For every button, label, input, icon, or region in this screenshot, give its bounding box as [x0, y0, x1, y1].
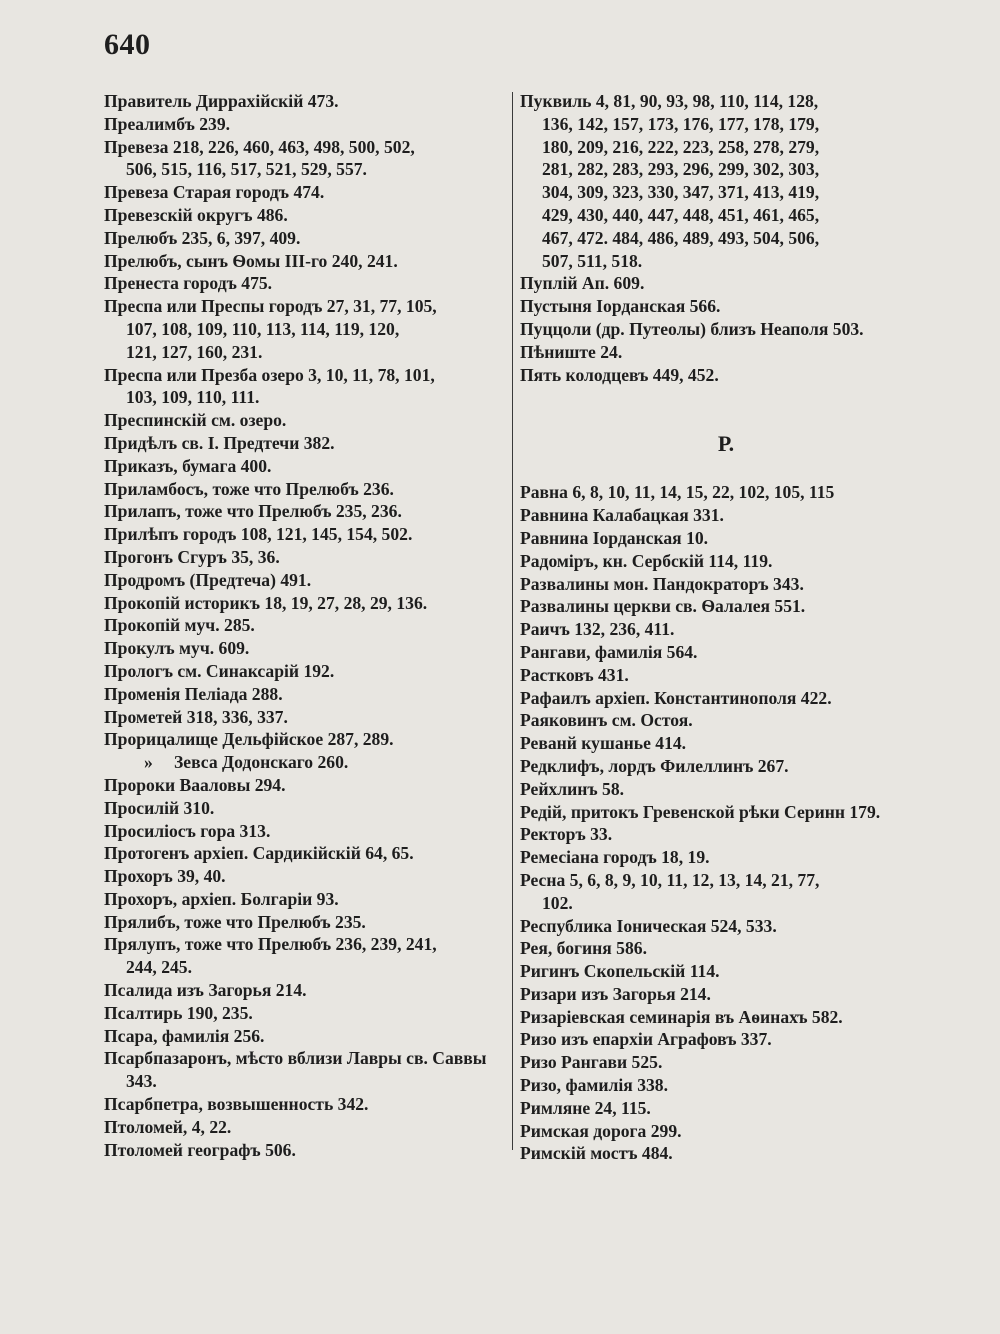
index-entry	[104, 1025, 508, 1048]
entry-text: Преалимбъ 239.	[104, 113, 231, 134]
index-entry	[104, 774, 508, 797]
index-entry	[104, 683, 508, 706]
column-divider	[512, 92, 513, 1150]
entry-text: Равна 6, 8, 10, 11, 14, 15, 22, 102, 105, 115	[520, 482, 835, 503]
entry-text: Развалины мон. Пандократоръ 343.	[520, 573, 804, 594]
entry-text: Ресна 5, 6, 8, 9, 10, 11, 12, 13, 14, 21, 77,	[520, 869, 820, 890]
index-entry	[104, 797, 508, 820]
entry-continuation: 102.	[542, 892, 573, 913]
entry-text: Псара, фамилія 256.	[104, 1025, 265, 1046]
entry-continuation: 507, 511, 518.	[542, 250, 643, 271]
index-entry	[520, 504, 932, 527]
index-entry	[520, 869, 932, 915]
entry-text: Редій, притокъ Гревенской рѣки Серинн 179.	[520, 801, 881, 822]
index-entry	[520, 732, 932, 755]
entry-text: Прохоръ 39, 40.	[104, 866, 226, 887]
index-entry	[520, 1051, 932, 1074]
index-entry	[104, 637, 508, 660]
entry-text: Прокулъ муч. 609.	[104, 638, 250, 659]
index-column-right	[520, 90, 932, 1165]
index-entry	[104, 204, 508, 227]
entry-text: Просилій 310.	[104, 797, 215, 818]
index-entry	[104, 569, 508, 592]
index-entry	[104, 478, 508, 501]
index-entry	[104, 706, 508, 729]
entry-text: Ризо Рангави 525.	[520, 1052, 663, 1073]
index-entry	[104, 455, 508, 478]
entry-text: Римскій мостъ 484.	[520, 1143, 673, 1164]
entry-text: Протогенъ архіеп. Сардикійскій 64, 65.	[104, 843, 414, 864]
index-entry	[104, 409, 508, 432]
index-entry	[104, 820, 508, 843]
entry-text: Прялупъ, тоже что Прелюбъ 236, 239, 241,	[104, 934, 437, 955]
index-entry	[520, 778, 932, 801]
entry-text: Прохоръ, архіеп. Болгаріи 93.	[104, 888, 339, 909]
index-entry	[104, 728, 508, 751]
entry-text: Прогонъ Сгуръ 35, 36.	[104, 546, 280, 567]
index-entry	[104, 250, 508, 273]
index-entry	[520, 1142, 932, 1165]
index-entry	[104, 1116, 508, 1139]
index-entry	[104, 888, 508, 911]
index-entry	[520, 527, 932, 550]
index-entry	[520, 295, 932, 318]
index-entry	[104, 364, 508, 410]
index-entry	[520, 709, 932, 732]
entry-continuation: 343.	[126, 1071, 157, 1092]
entry-continuation: 180, 209, 216, 222, 223, 258, 278, 279,	[542, 136, 820, 157]
entry-text: Республика Іоническая 524, 533.	[520, 915, 777, 936]
entry-text: Пренеста городъ 475.	[104, 273, 273, 294]
entry-text: Рея, богиня 586.	[520, 938, 647, 959]
page-number: 640	[104, 28, 151, 61]
index-entry	[104, 1047, 508, 1093]
index-entry	[104, 865, 508, 888]
index-entry	[520, 915, 932, 938]
index-entry	[104, 181, 508, 204]
index-entry	[520, 318, 932, 341]
entry-text: Пуццоли (др. Путеолы) близъ Неаполя 503.	[520, 318, 864, 339]
index-entry	[104, 933, 508, 979]
index-entry	[104, 113, 508, 136]
entry-text: Развалины церкви св. Ѳалалея 551.	[520, 596, 806, 617]
entry-text: Птоломей, 4, 22.	[104, 1116, 232, 1137]
entry-text: Прометей 318, 336, 337.	[104, 706, 288, 727]
entry-text: Придѣлъ св. І. Предтечи 382.	[104, 432, 335, 453]
entry-text: Псарбпазаронъ, мѣсто вблизи Лавры св. Саввы	[104, 1048, 487, 1069]
index-entry	[104, 911, 508, 934]
entry-text: Приламбосъ, тоже что Прелюбъ 236.	[104, 478, 394, 499]
entry-text: Рафаилъ архіеп. Константинополя 422.	[520, 687, 832, 708]
entry-text: Превеза Старая городъ 474.	[104, 182, 325, 203]
index-entry	[520, 755, 932, 778]
entry-text: Преспинскій см. озеро.	[104, 410, 287, 431]
index-entry	[520, 595, 932, 618]
index-entry	[520, 687, 932, 710]
entry-text: Равнина Калабацкая 331.	[520, 505, 724, 526]
index-entry	[104, 523, 508, 546]
entry-continuation: 467, 472. 484, 486, 489, 493, 504, 506,	[542, 227, 820, 248]
index-entry	[104, 660, 508, 683]
index-entry	[520, 573, 932, 596]
entry-text: Раяковинъ см. Остоя.	[520, 710, 693, 731]
entry-text: Ризо, фамилія 338.	[520, 1075, 669, 1096]
entry-text: Реванй кушанье 414.	[520, 733, 687, 754]
index-entry	[104, 136, 508, 182]
entry-text: Прилапъ, тоже что Прелюбъ 235, 236.	[104, 501, 402, 522]
entry-text: Ремесіана городъ 18, 19.	[520, 847, 710, 868]
index-entry	[104, 1093, 508, 1116]
index-entry	[520, 481, 932, 504]
entry-continuation: 281, 282, 283, 293, 296, 299, 302, 303,	[542, 159, 820, 180]
index-entry	[104, 842, 508, 865]
entry-text: Ризо изъ епархіи Аграфовъ 337.	[520, 1029, 772, 1050]
entry-continuation: 121, 127, 160, 231.	[126, 341, 263, 362]
entry-text: Раичъ 132, 236, 411.	[520, 619, 675, 640]
index-entry	[520, 1074, 932, 1097]
entry-text: Птоломей географъ 506.	[104, 1139, 296, 1160]
entry-text: Пустыня Іорданская 566.	[520, 296, 721, 317]
entry-text: Прокопій муч. 285.	[104, 615, 255, 636]
index-entry	[520, 846, 932, 869]
entry-text: Приказъ, бумага 400.	[104, 455, 272, 476]
entry-text: Псалида изъ Загорья 214.	[104, 980, 307, 1001]
entry-text: Растковъ 431.	[520, 664, 629, 685]
index-entry	[104, 614, 508, 637]
index-entry	[104, 227, 508, 250]
index-entry	[104, 751, 508, 774]
index-entry	[520, 801, 932, 824]
index-entry	[104, 432, 508, 455]
entry-text: Прилѣпъ городъ 108, 121, 145, 154, 502.	[104, 524, 413, 545]
index-entry	[520, 937, 932, 960]
entry-text: Прокопій историкъ 18, 19, 27, 28, 29, 136.	[104, 592, 428, 613]
entry-text: Ризари изъ Загорья 214.	[520, 983, 711, 1004]
index-entry	[104, 592, 508, 615]
index-entry	[520, 960, 932, 983]
index-entry	[520, 664, 932, 687]
entry-text: Пуплій Ап. 609.	[520, 273, 645, 294]
section-letter-heading: Р.	[717, 431, 735, 457]
entry-text: Прялибъ, тоже что Прелюбъ 235.	[104, 911, 366, 932]
index-entry	[520, 1006, 932, 1029]
entry-continuation: 244, 245.	[126, 957, 192, 978]
index-entry	[520, 983, 932, 1006]
entry-continuation: 107, 108, 109, 110, 113, 114, 119, 120,	[126, 318, 400, 339]
ditto-mark: »	[144, 752, 153, 773]
index-entry	[104, 1002, 508, 1025]
index-entry	[104, 1139, 508, 1162]
entry-text: Пѣниште 24.	[520, 341, 623, 362]
entry-text: Пуквиль 4, 81, 90, 93, 98, 110, 114, 128,	[520, 91, 819, 111]
index-entry	[520, 641, 932, 664]
entry-continuation: 103, 109, 110, 111.	[126, 387, 260, 408]
index-entry	[520, 341, 932, 364]
entry-text: Прорицалище Дельфійское 287, 289.	[104, 729, 394, 750]
entry-text: Псалтирь 190, 235.	[104, 1002, 253, 1023]
entry-continuation: 304, 309, 323, 330, 347, 371, 413, 419,	[542, 182, 820, 203]
index-entry	[520, 550, 932, 573]
entry-text: Римляне 24, 115.	[520, 1097, 651, 1118]
entry-text: Преспа или Преспы городъ 27, 31, 77, 105,	[104, 296, 437, 317]
entry-text: Променія Пеліада 288.	[104, 683, 283, 704]
entry-text: Равнина Іорданская 10.	[520, 527, 709, 548]
index-group-r	[520, 481, 932, 1165]
index-entry	[520, 364, 932, 387]
index-entry	[104, 272, 508, 295]
entry-text: Ризаріевская семинарія въ Аѳинахъ 582.	[520, 1006, 843, 1027]
entry-text: Рейхлинъ 58.	[520, 778, 625, 799]
index-entry	[520, 618, 932, 641]
index-group-p-continued	[520, 90, 932, 386]
index-entry	[104, 500, 508, 523]
entry-text: Превезскій округъ 486.	[104, 204, 288, 225]
entry-text: Преспа или Презба озеро 3, 10, 11, 78, 101,	[104, 364, 435, 385]
entry-text: Продромъ (Предтеча) 491.	[104, 569, 312, 590]
index-entry	[520, 1097, 932, 1120]
entry-text: Ригинъ Скопельскій 114.	[520, 961, 720, 982]
entry-text: Правитель Диррахійскій 473.	[104, 91, 339, 111]
index-entry	[520, 90, 932, 272]
index-entry	[104, 295, 508, 363]
index-entry	[104, 90, 508, 113]
entry-text: Прелюбъ 235, 6, 397, 409.	[104, 227, 301, 248]
entry-text: Радоміръ, кн. Сербскій 114, 119.	[520, 550, 773, 571]
entry-text: Псарбпетра, возвышенность 342.	[104, 1094, 369, 1115]
entry-continuation: 429, 430, 440, 447, 448, 451, 461, 465,	[542, 204, 820, 225]
entry-text: Зевса Додонскаго 260.	[174, 752, 349, 773]
index-entry	[104, 546, 508, 569]
entry-text: Римская дорога 299.	[520, 1120, 682, 1141]
entry-text: Пять колодцевъ 449, 452.	[520, 364, 719, 385]
entry-continuation: 506, 515, 116, 517, 521, 529, 557.	[126, 159, 367, 180]
entry-text: Прелюбъ, сынъ Ѳомы III-го 240, 241.	[104, 250, 398, 271]
entry-text: Просиліосъ гора 313.	[104, 820, 271, 841]
entry-text: Прологъ см. Синаксарій 192.	[104, 660, 335, 681]
entry-text: Пророки Ваaловы 294.	[104, 774, 286, 795]
index-entry	[520, 823, 932, 846]
index-entry	[520, 272, 932, 295]
entry-text: Рангави, фамилія 564.	[520, 641, 698, 662]
index-entry	[104, 979, 508, 1002]
entry-continuation: 136, 142, 157, 173, 176, 177, 178, 179,	[542, 113, 820, 134]
entry-text: Превеза 218, 226, 460, 463, 498, 500, 502,	[104, 136, 415, 157]
index-column-left	[104, 90, 508, 1161]
entry-text: Редклифъ, лордъ Филеллинъ 267.	[520, 755, 789, 776]
index-entry	[520, 1120, 932, 1143]
index-entry	[520, 1028, 932, 1051]
entry-text: Ректоръ 33.	[520, 824, 613, 845]
